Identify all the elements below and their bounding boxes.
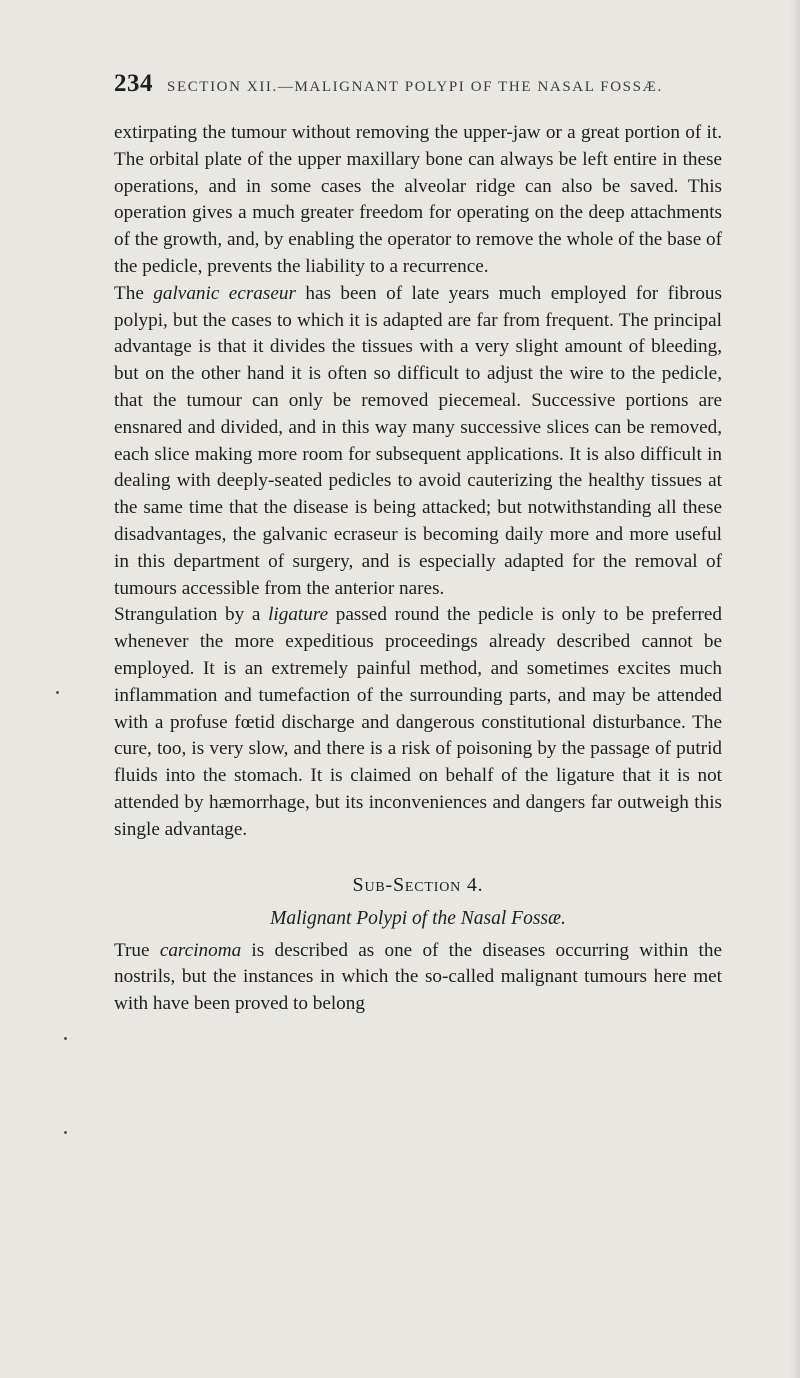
page-edge-shadow [790, 0, 800, 1378]
paragraph-text: Strangulation by a [114, 604, 269, 626]
italic-term-ligature: ligature [268, 604, 329, 626]
body-text [114, 120, 722, 844]
running-head [114, 70, 722, 98]
italic-term-carcinoma: carcinoma [159, 939, 242, 961]
page-number: 234 [114, 70, 153, 97]
paragraph-text: is described as one of the diseases occurring within the nostrils, but the instances in which the so-called malignant tumours here met with have been proved to belong [114, 939, 722, 1015]
paragraph-1 [114, 120, 722, 281]
margin-dot [64, 1037, 67, 1040]
paragraph-text: passed round the pedicle is only to be preferred whenever the more expeditious proceedings already described cannot be employed. It is an extremely painful method, and sometimes excites much inflammation and tumefaction of the surrounding parts, and may be attended with a profuse fœtid discharge and dangerous constitutional disturbance. The cure, too, is very slow, and there is a risk of poisoning by the passage of putrid fluids into the stomach. It is claimed on behalf of the ligature that it is not attended by hæmorrhage, but its inconveniences and dangers far outweigh this single advantage. [114, 604, 723, 840]
paragraph-text: has been of late years much employed for fibrous polypi, but the cases to which it is adapted are far from frequent. The principal advantage is that it divides the tissues with a very slight amount of bleeding, but on the other hand it is often so difficult to adjust the wire to the pedicle, that the tumour can only be removed piecemeal. Successive portions are ensnared and divided, and in this way many successive slices can be removed, each slice making more room for subsequent applications. It is also difficult in dealing with deeply-seated pedicles to avoid cauterizing the healthy tissues at the same time that the disease is being attacked; but notwithstanding all these disadvantages, the galvanic ecraseur is becoming daily more and more useful in this department of surgery, and is especially adapted for the removal of tumours accessible from the anterior nares. [114, 282, 722, 599]
paragraph-text: extirpating the tumour without removing the upper-jaw or a great portion of it. The orbital plate of the upper maxillary bone can always be left entire in these operations, and in some cases the alveolar ridge can also be saved. This operation gives a much greater freedom for operating on the deep attachments of the growth, and, by enabling the operator to remove the whole of the base of the pedicle, prevents the liability to a recurrence. [114, 122, 722, 277]
paragraph-text: The [114, 282, 154, 304]
section-header: SECTION XII.—MALIGNANT POLYPI OF THE NASAL FOSSÆ. [167, 79, 663, 95]
paragraph-2 [114, 281, 722, 603]
subsection-title: Malignant Polypi of the Nasal Fossæ. [270, 907, 566, 929]
paragraph-3 [114, 602, 722, 843]
subsection-heading: Sub-Section 4. [352, 873, 484, 896]
paragraph-text: True [114, 939, 160, 961]
margin-dot [64, 1131, 67, 1134]
margin-dot [56, 691, 59, 694]
paragraph-4 [114, 938, 722, 1018]
italic-term-galvanic-ecraseur: galvanic ecraseur [153, 282, 296, 304]
